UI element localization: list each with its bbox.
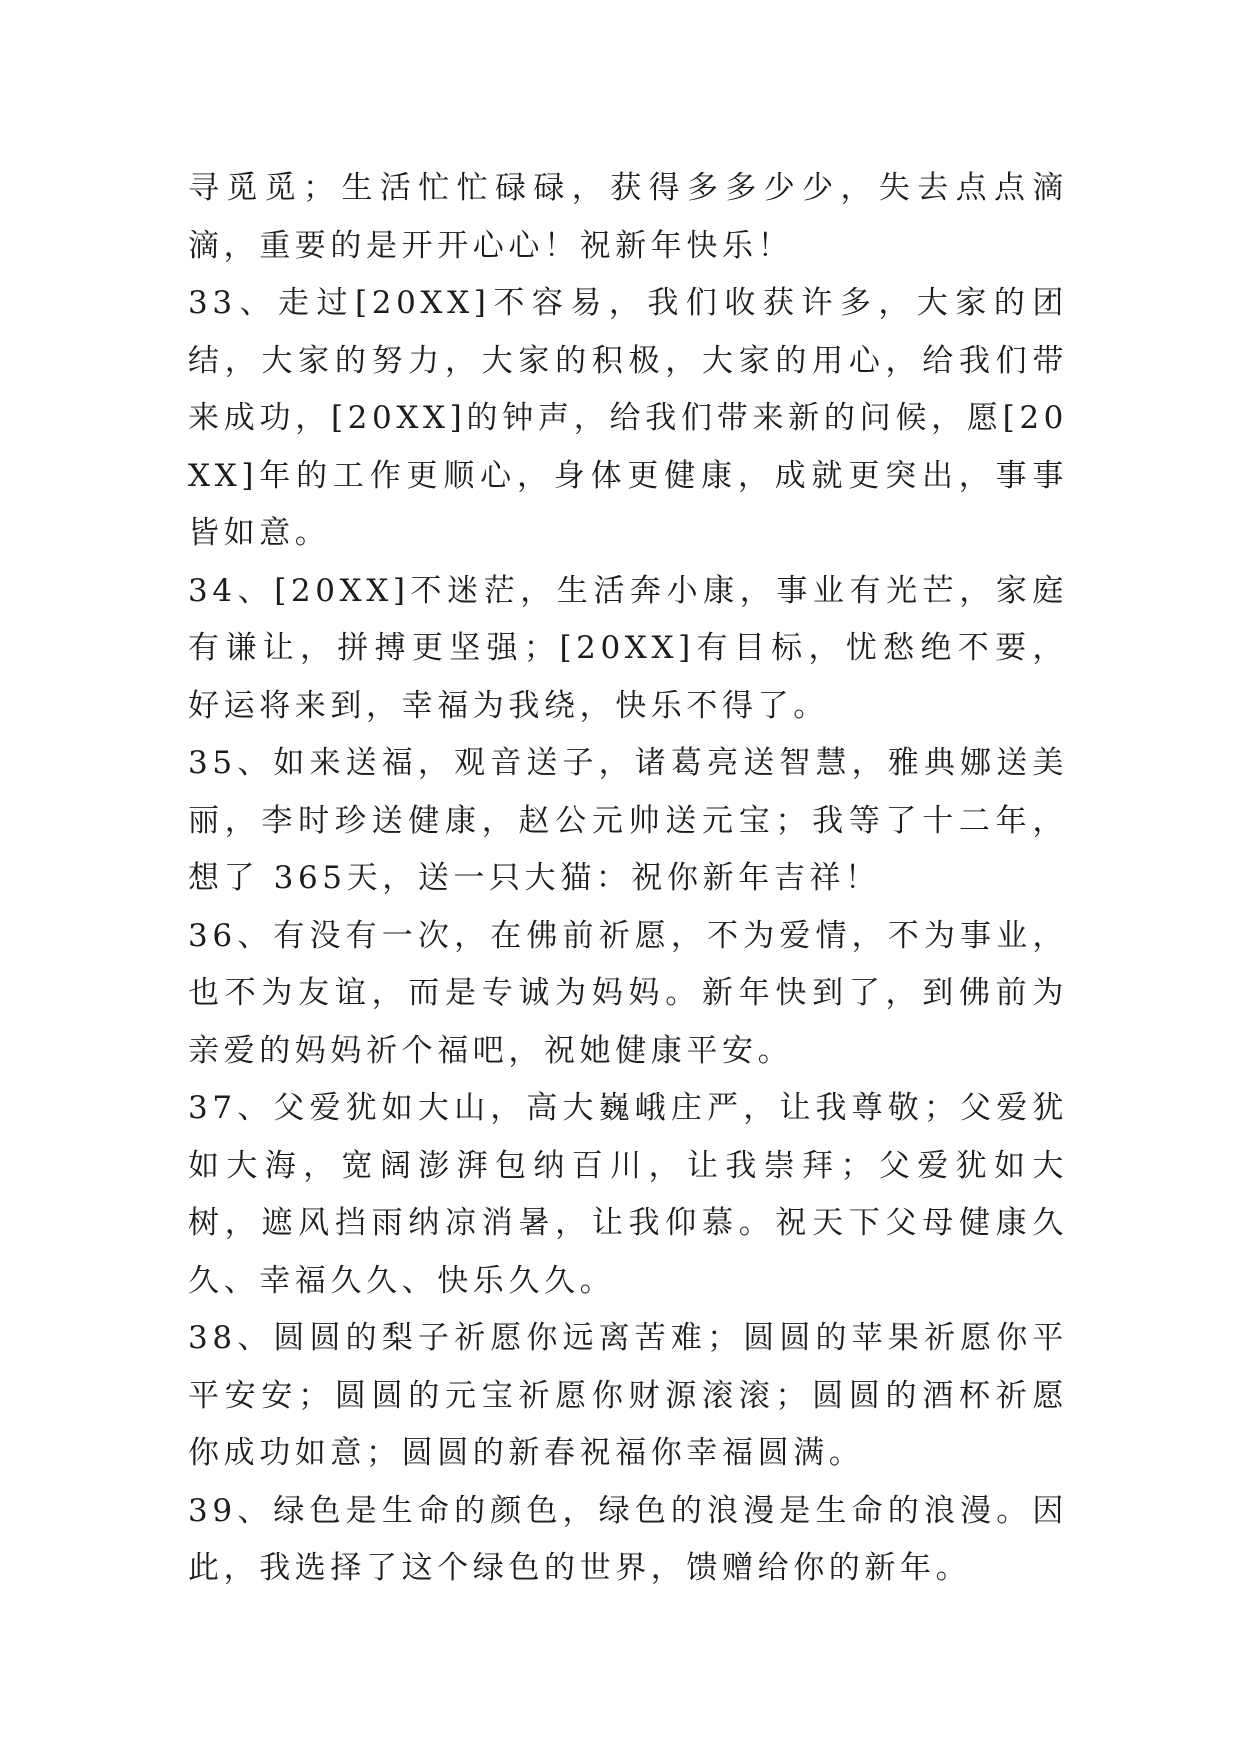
paragraph-33: 33、走过[20XX]不容易，我们收获许多，大家的团结，大家的努力，大家的积极，大家的用心，给我们带来成功，[20XX]的钟声，给我们带来新的问候，愿[20XX]年的工作更顺心，身体更健康，成就更突出，事事皆如意。 bbox=[188, 285, 1068, 551]
paragraph-35: 35、如来送福，观音送子，诸葛亮送智慧，雅典娜送美丽，李时珍送健康，赵公元帅送元宝；我等了十二年，想了 365天，送一只大猫：祝你新年吉祥！ bbox=[188, 745, 1068, 896]
paragraph-39: 39、绿色是生命的颜色，绿色的浪漫是生命的浪漫。因此，我选择了这个绿色的世界，馈赠给你的新年。 bbox=[188, 1492, 1068, 1586]
paragraph-36: 36、有没有一次，在佛前祈愿，不为爱情，不为事业，也不为友谊，而是专诚为妈妈。新年快到了，到佛前为亲爱的妈妈祈个福吧，祝她健康平安。 bbox=[188, 917, 1068, 1069]
paragraph-34: 34、[20XX]不迷茫，生活奔小康，事业有光芒，家庭有谦让，拼搏更坚强；[20XX]有目标，忧愁绝不要，好运将来到，幸福为我绕，快乐不得了。 bbox=[188, 572, 1068, 724]
paragraph-continuation: 寻觅觅；生活忙忙碌碌，获得多多少少，失去点点滴滴，重要的是开开心心！祝新年快乐！ bbox=[188, 170, 1068, 264]
paragraph-37: 37、父爱犹如大山，高大巍峨庄严，让我尊敬；父爱犹如大海，宽阔澎湃包纳百川，让我崇拜；父爱犹如大树，遮风挡雨纳凉消暑，让我仰慕。祝天下父母健康久久、幸福久久、快乐久久。 bbox=[188, 1090, 1068, 1299]
document-body bbox=[188, 160, 1068, 1598]
paragraph-38: 38、圆圆的梨子祈愿你远离苦难；圆圆的苹果祈愿你平平安安；圆圆的元宝祈愿你财源滚滚；圆圆的酒杯祈愿你成功如意；圆圆的新春祝福你幸福圆满。 bbox=[188, 1320, 1068, 1471]
